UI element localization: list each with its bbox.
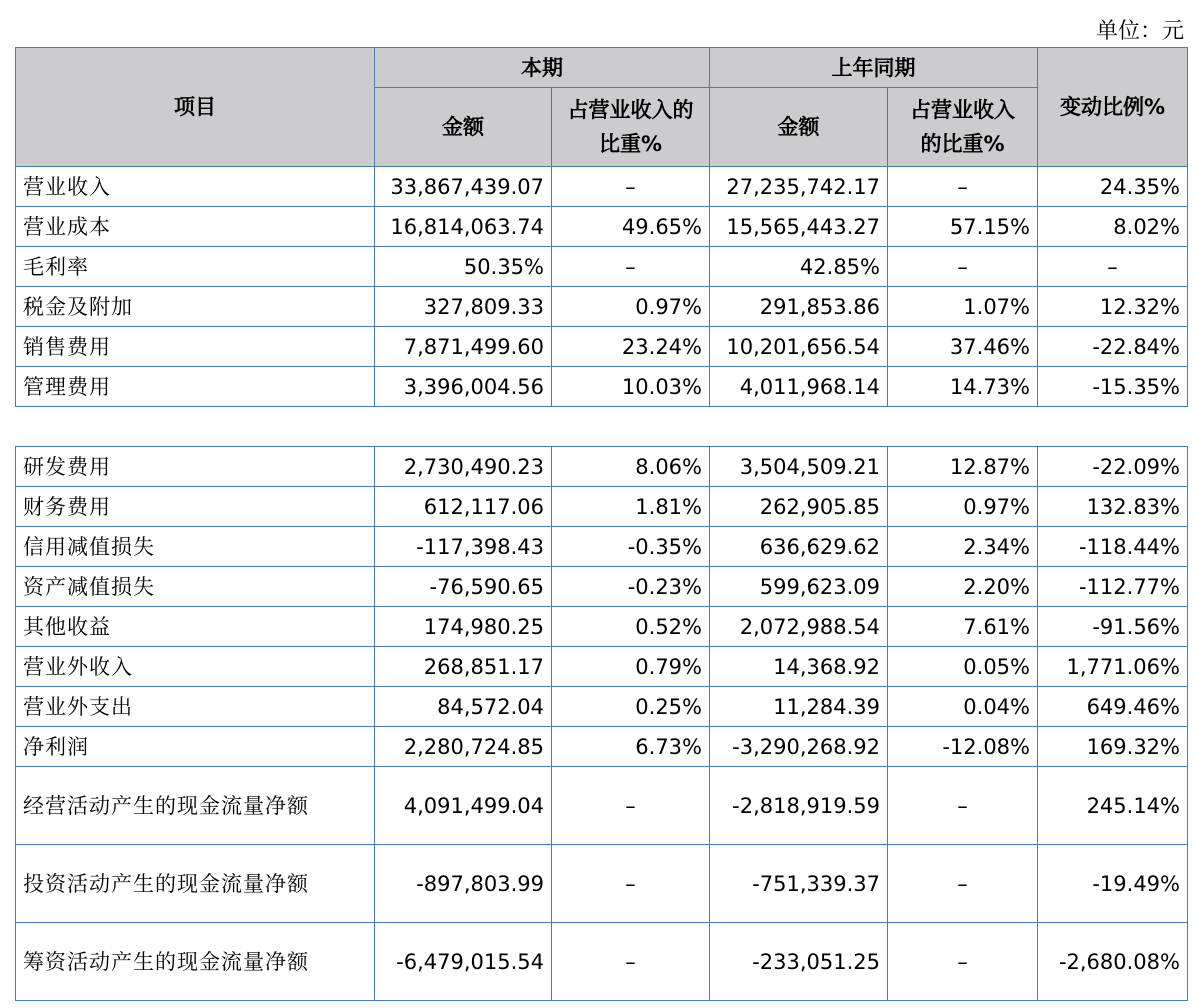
cell-prior-amount: 2,072,988.54: [710, 607, 888, 647]
cell-current-amount: 50.35%: [375, 247, 552, 287]
cell-prior-ratio: 37.46%: [888, 327, 1038, 367]
cell-prior-ratio: 57.15%: [888, 207, 1038, 247]
cell-prior-ratio: 0.04%: [888, 687, 1038, 727]
row-item-label: 信用减值损失: [16, 527, 375, 567]
header-prior-ratio: 占营业收入的比重%: [888, 88, 1038, 167]
cell-current-ratio: 0.97%: [552, 287, 710, 327]
cell-prior-ratio: 0.97%: [888, 487, 1038, 527]
cell-current-amount: 2,730,490.23: [375, 447, 552, 487]
cell-prior-amount: 11,284.39: [710, 687, 888, 727]
cell-prior-amount: 42.85%: [710, 247, 888, 287]
cell-change: 132.83%: [1038, 487, 1188, 527]
row-item-label: 投资活动产生的现金流量净额: [16, 845, 375, 923]
cell-prior-amount: -2,818,919.59: [710, 767, 888, 845]
cell-change: -2,680.08%: [1038, 923, 1188, 1001]
table-row: [16, 845, 1188, 923]
row-item-label: 营业外收入: [16, 647, 375, 687]
cell-change: -22.84%: [1038, 327, 1188, 367]
table-row: [16, 367, 1188, 407]
row-item-label: 营业外支出: [16, 687, 375, 727]
cell-prior-ratio: 7.61%: [888, 607, 1038, 647]
cell-current-amount: -897,803.99: [375, 845, 552, 923]
cell-current-amount: 3,396,004.56: [375, 367, 552, 407]
cell-prior-ratio: –: [888, 247, 1038, 287]
cell-prior-amount: 4,011,968.14: [710, 367, 888, 407]
cell-current-amount: 84,572.04: [375, 687, 552, 727]
cell-change: -112.77%: [1038, 567, 1188, 607]
row-item-label: 毛利率: [16, 247, 375, 287]
cell-current-amount: 33,867,439.07: [375, 167, 552, 207]
cell-current-ratio: 10.03%: [552, 367, 710, 407]
cell-prior-ratio: 1.07%: [888, 287, 1038, 327]
cell-prior-amount: -751,339.37: [710, 845, 888, 923]
cell-change: 1,771.06%: [1038, 647, 1188, 687]
cell-prior-amount: 599,623.09: [710, 567, 888, 607]
table-row: [16, 687, 1188, 727]
cell-prior-ratio: –: [888, 167, 1038, 207]
cell-change: 24.35%: [1038, 167, 1188, 207]
cell-current-amount: 2,280,724.85: [375, 727, 552, 767]
cell-change: 8.02%: [1038, 207, 1188, 247]
cell-change: 12.32%: [1038, 287, 1188, 327]
header-prior-amount: 金额: [710, 88, 888, 167]
table-header: [16, 48, 1188, 167]
row-item-label: 研发费用: [16, 447, 375, 487]
row-item-label: 财务费用: [16, 487, 375, 527]
cell-current-ratio: -0.35%: [552, 527, 710, 567]
cell-current-amount: 268,851.17: [375, 647, 552, 687]
cell-current-amount: 612,117.06: [375, 487, 552, 527]
header-prior-period: 上年同期: [710, 48, 1038, 88]
cell-current-ratio: –: [552, 767, 710, 845]
cell-prior-ratio: –: [888, 767, 1038, 845]
income-table-part2: [15, 446, 1188, 1001]
cell-prior-ratio: -12.08%: [888, 727, 1038, 767]
cell-change: 649.46%: [1038, 687, 1188, 727]
cell-change: -22.09%: [1038, 447, 1188, 487]
cell-prior-amount: 10,201,656.54: [710, 327, 888, 367]
cell-current-ratio: 8.06%: [552, 447, 710, 487]
table-row: [16, 487, 1188, 527]
cell-change: 245.14%: [1038, 767, 1188, 845]
cell-prior-amount: 3,504,509.21: [710, 447, 888, 487]
cell-current-amount: 16,814,063.74: [375, 207, 552, 247]
table-row: [16, 167, 1188, 207]
cell-current-amount: 7,871,499.60: [375, 327, 552, 367]
table-row: [16, 607, 1188, 647]
cell-current-amount: 174,980.25: [375, 607, 552, 647]
table-row: [16, 247, 1188, 287]
row-item-label: 税金及附加: [16, 287, 375, 327]
cell-current-ratio: 0.52%: [552, 607, 710, 647]
table-row: [16, 767, 1188, 845]
cell-current-ratio: –: [552, 167, 710, 207]
cell-current-ratio: 49.65%: [552, 207, 710, 247]
cell-current-ratio: 23.24%: [552, 327, 710, 367]
unit-label: 单位：元: [1095, 19, 1184, 44]
cell-prior-ratio: –: [888, 923, 1038, 1001]
cell-current-ratio: 0.79%: [552, 647, 710, 687]
cell-prior-amount: 27,235,742.17: [710, 167, 888, 207]
row-item-label: 营业收入: [16, 167, 375, 207]
cell-prior-amount: -3,290,268.92: [710, 727, 888, 767]
cell-current-amount: 327,809.33: [375, 287, 552, 327]
header-item: 项目: [16, 48, 375, 167]
cell-prior-amount: 14,368.92: [710, 647, 888, 687]
cell-current-amount: -6,479,015.54: [375, 923, 552, 1001]
cell-change: -15.35%: [1038, 367, 1188, 407]
cell-change: -19.49%: [1038, 845, 1188, 923]
row-item-label: 净利润: [16, 727, 375, 767]
table-row: [16, 727, 1188, 767]
cell-prior-ratio: –: [888, 845, 1038, 923]
cell-current-ratio: -0.23%: [552, 567, 710, 607]
cell-prior-ratio: 2.20%: [888, 567, 1038, 607]
table-row: [16, 287, 1188, 327]
income-table-part1: [15, 47, 1188, 407]
cell-prior-amount: 262,905.85: [710, 487, 888, 527]
cell-change: 169.32%: [1038, 727, 1188, 767]
header-change: 变动比例%: [1038, 48, 1188, 167]
row-item-label: 销售费用: [16, 327, 375, 367]
cell-current-ratio: –: [552, 247, 710, 287]
table-row: [16, 327, 1188, 367]
row-item-label: 资产减值损失: [16, 567, 375, 607]
row-item-label: 筹资活动产生的现金流量净额: [16, 923, 375, 1001]
header-current-period: 本期: [375, 48, 710, 88]
cell-change: -118.44%: [1038, 527, 1188, 567]
table-body-part1: [16, 167, 1188, 407]
cell-prior-ratio: 12.87%: [888, 447, 1038, 487]
row-item-label: 营业成本: [16, 207, 375, 247]
cell-prior-ratio: 2.34%: [888, 527, 1038, 567]
table-row: [16, 923, 1188, 1001]
row-item-label: 其他收益: [16, 607, 375, 647]
cell-current-amount: -117,398.43: [375, 527, 552, 567]
cell-prior-amount: 291,853.86: [710, 287, 888, 327]
cell-current-ratio: 0.25%: [552, 687, 710, 727]
cell-change: -91.56%: [1038, 607, 1188, 647]
row-item-label: 管理费用: [16, 367, 375, 407]
cell-prior-amount: 15,565,443.27: [710, 207, 888, 247]
cell-current-amount: -76,590.65: [375, 567, 552, 607]
cell-change: –: [1038, 247, 1188, 287]
table-row: [16, 647, 1188, 687]
table-row: [16, 567, 1188, 607]
header-current-amount: 金额: [375, 88, 552, 167]
cell-prior-ratio: 14.73%: [888, 367, 1038, 407]
cell-current-ratio: 6.73%: [552, 727, 710, 767]
table-row: [16, 527, 1188, 567]
cell-current-ratio: 1.81%: [552, 487, 710, 527]
cell-prior-amount: 636,629.62: [710, 527, 888, 567]
cell-current-ratio: –: [552, 845, 710, 923]
cell-prior-ratio: 0.05%: [888, 647, 1038, 687]
cell-current-ratio: –: [552, 923, 710, 1001]
cell-prior-amount: -233,051.25: [710, 923, 888, 1001]
row-item-label: 经营活动产生的现金流量净额: [16, 767, 375, 845]
header-current-ratio: 占营业收入的比重%: [552, 88, 710, 167]
table-body-part2: [16, 447, 1188, 1001]
table-row: [16, 447, 1188, 487]
table-row: [16, 207, 1188, 247]
cell-current-amount: 4,091,499.04: [375, 767, 552, 845]
